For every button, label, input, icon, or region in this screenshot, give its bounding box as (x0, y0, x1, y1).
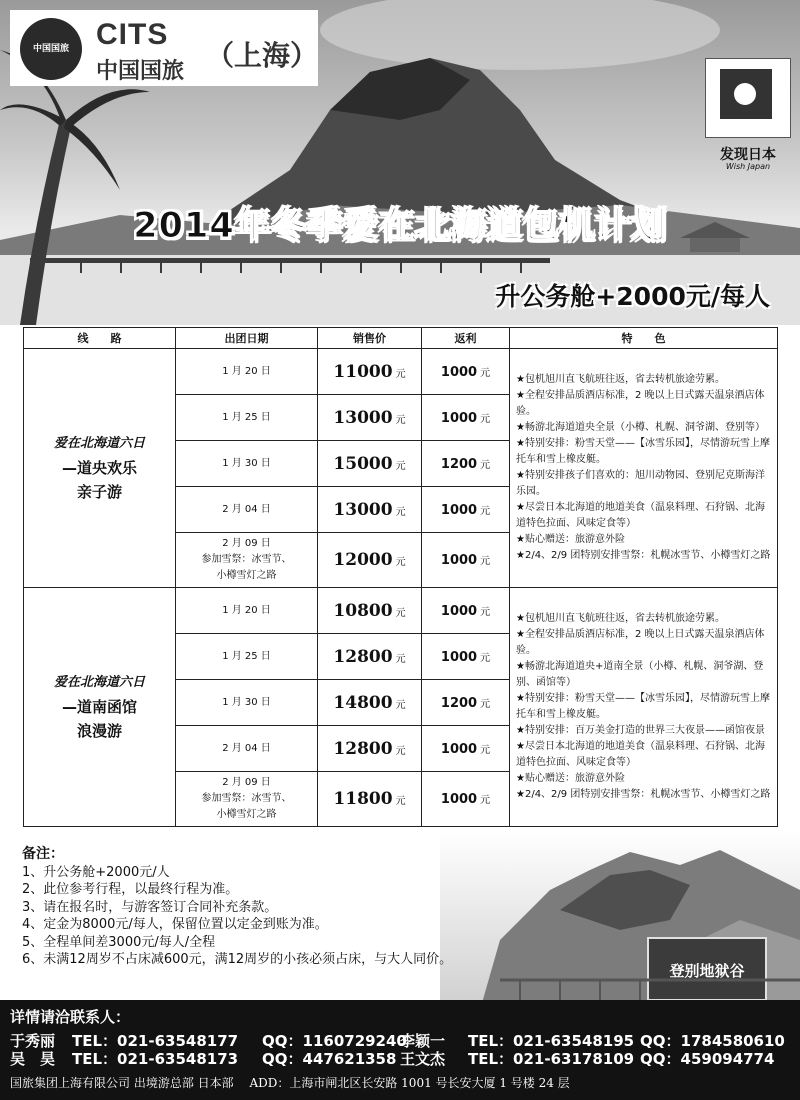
date-note: 小樽雪灯之路 (216, 809, 277, 820)
contact-tel: TEL：021-63548173 (72, 1050, 239, 1068)
route-line1: 爱在北海道六日 (53, 675, 145, 690)
rebate-value: 1000 (440, 741, 478, 757)
discover-japan-logo (705, 58, 791, 138)
feature-item: ★全程安排品质酒店标准，2 晚以上日式露天温泉酒店体验。 (516, 629, 765, 656)
currency-unit: 元 (395, 796, 406, 807)
price-value: 13000 (333, 499, 393, 520)
route-line2: —道南函馆 (61, 698, 137, 716)
date-cell: 2 月 04 日 (176, 726, 318, 772)
price-cell (318, 487, 422, 533)
header-date: 出团日期 (176, 328, 318, 349)
currency-unit: 元 (480, 795, 491, 806)
brand-name-cn: 中国国旅 (96, 59, 185, 84)
contact-name: 于秀丽 (10, 1032, 56, 1050)
price-value: 14800 (333, 692, 393, 713)
brand-city: （上海） (206, 39, 319, 72)
rebate-cell (422, 680, 510, 726)
currency-unit: 元 (480, 413, 491, 425)
note-item: 6、未满12周岁不占床减600元，满12周岁的小孩必须占床，与大人同价。 (22, 952, 453, 967)
note-item: 3、请在报名时，与游客签订合同补充条款。 (22, 899, 278, 915)
flower-icon (720, 69, 772, 119)
price-value: 11800 (333, 789, 393, 809)
currency-unit: 元 (395, 653, 406, 665)
feature-item: ★贴心赠送：旅游意外险 (516, 534, 625, 545)
feature-item: ★包机旭川直飞航班往返，省去转机旅途劳累。 (516, 613, 725, 624)
price-cell (318, 533, 422, 588)
sign-label: 登别地狱谷 (669, 962, 745, 980)
rebate-value: 1000 (440, 553, 478, 568)
note-item: 1、升公务舱+2000元/人 (22, 864, 170, 880)
currency-unit: 元 (480, 459, 491, 471)
notes-title: 备注： (22, 846, 64, 862)
rebate-cell (422, 349, 510, 395)
cits-logo (10, 10, 318, 86)
rebate-cell (422, 487, 510, 533)
contact-name: 李颖一 (400, 1032, 446, 1050)
hero-banner (0, 0, 800, 325)
price-value: 13000 (333, 407, 393, 428)
price-value: 15000 (333, 453, 393, 474)
date-cell: 1 月 20 日 (176, 588, 318, 634)
date-cell: 1 月 25 日 (176, 634, 318, 680)
rebate-cell (422, 395, 510, 441)
contact-tel: TEL：021-63548195 (468, 1032, 635, 1050)
table-row (24, 588, 778, 634)
currency-unit: 元 (480, 556, 491, 567)
date-value: 2 月 09 日 (222, 777, 271, 788)
date-cell: 1 月 20 日 (176, 349, 318, 395)
rebate-value: 1000 (440, 502, 478, 518)
price-cell (318, 588, 422, 634)
feature-item: ★特别安排：粉雪天堂——【冰雪乐园】，尽情游玩雪上摩托车和雪上橡皮艇。 (516, 693, 770, 720)
rebate-value: 1000 (440, 410, 478, 426)
partner-logo-name: 发现日本 (720, 147, 776, 163)
features-cell (510, 588, 778, 827)
feature-item: ★2/4、2/9 团特别安排雪祭：札幌冰雪节、小樽雪灯之路 (516, 789, 771, 800)
currency-unit: 元 (480, 652, 491, 664)
feature-item: ★畅游北海道道央全景（小樽、札幌、洞爷湖、登别等） (516, 422, 765, 433)
contact-qq: QQ：1160729240 (262, 1032, 407, 1050)
feature-item: ★特别安排孩子们喜欢的：旭川动物园、登别尼克斯海洋乐园。 (516, 470, 765, 497)
note-item: 2、此位参考行程，以最终行程为准。 (22, 882, 239, 897)
features-cell (510, 349, 778, 588)
currency-unit: 元 (480, 606, 491, 618)
currency-unit: 元 (480, 367, 491, 379)
rebate-value: 1000 (440, 792, 478, 807)
price-value: 12000 (333, 550, 393, 570)
price-value: 12800 (333, 738, 393, 759)
rebate-cell (422, 726, 510, 772)
rebate-value: 1000 (440, 649, 478, 665)
currency-unit: 元 (395, 506, 406, 518)
date-cell: 2 月 04 日 (176, 487, 318, 533)
price-value: 11000 (333, 361, 393, 382)
price-value: 10800 (333, 600, 393, 621)
contact-name: 吴 昊 (10, 1050, 56, 1068)
currency-unit: 元 (395, 607, 406, 619)
price-cell (318, 772, 422, 827)
contact-tel: TEL：021-63178109 (468, 1050, 635, 1068)
company-address: 国旅集团上海有限公司 出境游总部 日本部 ADD：上海市闸北区长安路 1001 号长安大厦 1 号楼 24 层 (10, 1076, 570, 1090)
currency-unit: 元 (395, 368, 406, 380)
currency-unit: 元 (480, 698, 491, 710)
route-cell (24, 588, 176, 827)
date-cell (176, 772, 318, 827)
rebate-cell (422, 533, 510, 588)
header-rebate: 返利 (422, 328, 510, 349)
price-cell (318, 634, 422, 680)
note-item: 4、定金为8000元/每人，保留位置以定金到账为准。 (22, 917, 328, 932)
globe-label: 中国国旅 (32, 43, 69, 53)
partner-logo-sub: Wish Japan (725, 162, 771, 171)
date-cell: 1 月 25 日 (176, 395, 318, 441)
rebate-value: 1000 (440, 603, 478, 619)
route-line2: —道央欢乐 (61, 459, 137, 477)
currency-unit: 元 (395, 414, 406, 426)
currency-unit: 元 (480, 505, 491, 517)
rebate-value: 1200 (440, 456, 478, 472)
feature-item: ★畅游北海道道央+道南全景（小樽、札幌、洞爷湖、登别、函馆等） (516, 661, 764, 688)
feature-item: ★尽尝日本北海道的地道美食（温泉料理、石狩锅、北海道特色拉面、风味定食等） (516, 502, 765, 529)
feature-item: ★尽尝日本北海道的地道美食（温泉料理、石狩锅、北海道特色拉面、风味定食等） (516, 741, 765, 768)
contact-tel: TEL：021-63548177 (72, 1032, 239, 1050)
page-title: 2014年冬季爱在北海道包机计划 (133, 206, 667, 246)
contact-qq: QQ：1784580610 (640, 1032, 785, 1050)
tour-price-table (23, 327, 778, 827)
feature-item: ★包机旭川直飞航班往返，省去转机旅途劳累。 (516, 374, 725, 385)
table-row (24, 349, 778, 395)
contact-qq: QQ：447621358 (262, 1050, 397, 1068)
globe-icon (20, 18, 82, 80)
date-value: 2 月 09 日 (222, 538, 271, 549)
header-route: 线 路 (24, 328, 176, 349)
rebate-cell (422, 441, 510, 487)
feature-item: ★全程安排品质酒店标准，2 晚以上日式露天温泉酒店体验。 (516, 390, 765, 417)
currency-unit: 元 (480, 744, 491, 756)
route-line1: 爱在北海道六日 (53, 436, 145, 451)
date-cell: 1 月 30 日 (176, 680, 318, 726)
currency-unit: 元 (395, 699, 406, 711)
date-note: 小樽雪灯之路 (216, 570, 277, 581)
contact-section (0, 1000, 800, 1100)
brand-name-en: CITS (96, 18, 169, 51)
rebate-cell (422, 588, 510, 634)
contact-name: 王文杰 (400, 1050, 446, 1068)
date-cell (176, 533, 318, 588)
header-price: 销售价 (318, 328, 422, 349)
price-cell (318, 349, 422, 395)
rebate-cell (422, 772, 510, 827)
contact-qq: QQ：459094774 (640, 1050, 775, 1068)
feature-item: ★2/4、2/9 团特别安排雪祭：札幌冰雪节、小樽雪灯之路 (516, 550, 771, 561)
price-cell (318, 441, 422, 487)
feature-item: ★贴心赠送：旅游意外险 (516, 773, 625, 784)
note-item: 5、全程单间差3000元/每人/全程 (22, 934, 216, 950)
contact-title: 详情请洽联系人： (10, 1008, 131, 1026)
price-cell (318, 395, 422, 441)
notes-section (22, 846, 622, 969)
route-line3: 亲子游 (76, 483, 122, 501)
header-features: 特 色 (510, 328, 778, 349)
date-cell: 1 月 30 日 (176, 441, 318, 487)
rebate-value: 1000 (440, 364, 478, 380)
route-line3: 浪漫游 (76, 722, 122, 740)
currency-unit: 元 (395, 557, 406, 568)
rebate-cell (422, 634, 510, 680)
date-note: 参加雪祭：冰雪节、 (201, 554, 292, 565)
upgrade-offer: 升公务舱+2000元/每人 (495, 282, 770, 311)
feature-item: ★特别安排：百万美金打造的世界三大夜景——函馆夜景 (516, 725, 765, 736)
price-cell (318, 680, 422, 726)
currency-unit: 元 (395, 460, 406, 472)
price-value: 12800 (333, 646, 393, 667)
table-header-row (24, 328, 778, 349)
date-note: 参加雪祭：冰雪节、 (201, 793, 292, 804)
currency-unit: 元 (395, 745, 406, 757)
feature-item: ★特别安排：粉雪天堂——【冰雪乐园】，尽情游玩雪上摩托车和雪上橡皮艇。 (516, 438, 770, 465)
price-cell (318, 726, 422, 772)
rebate-value: 1200 (440, 695, 478, 711)
route-cell (24, 349, 176, 588)
